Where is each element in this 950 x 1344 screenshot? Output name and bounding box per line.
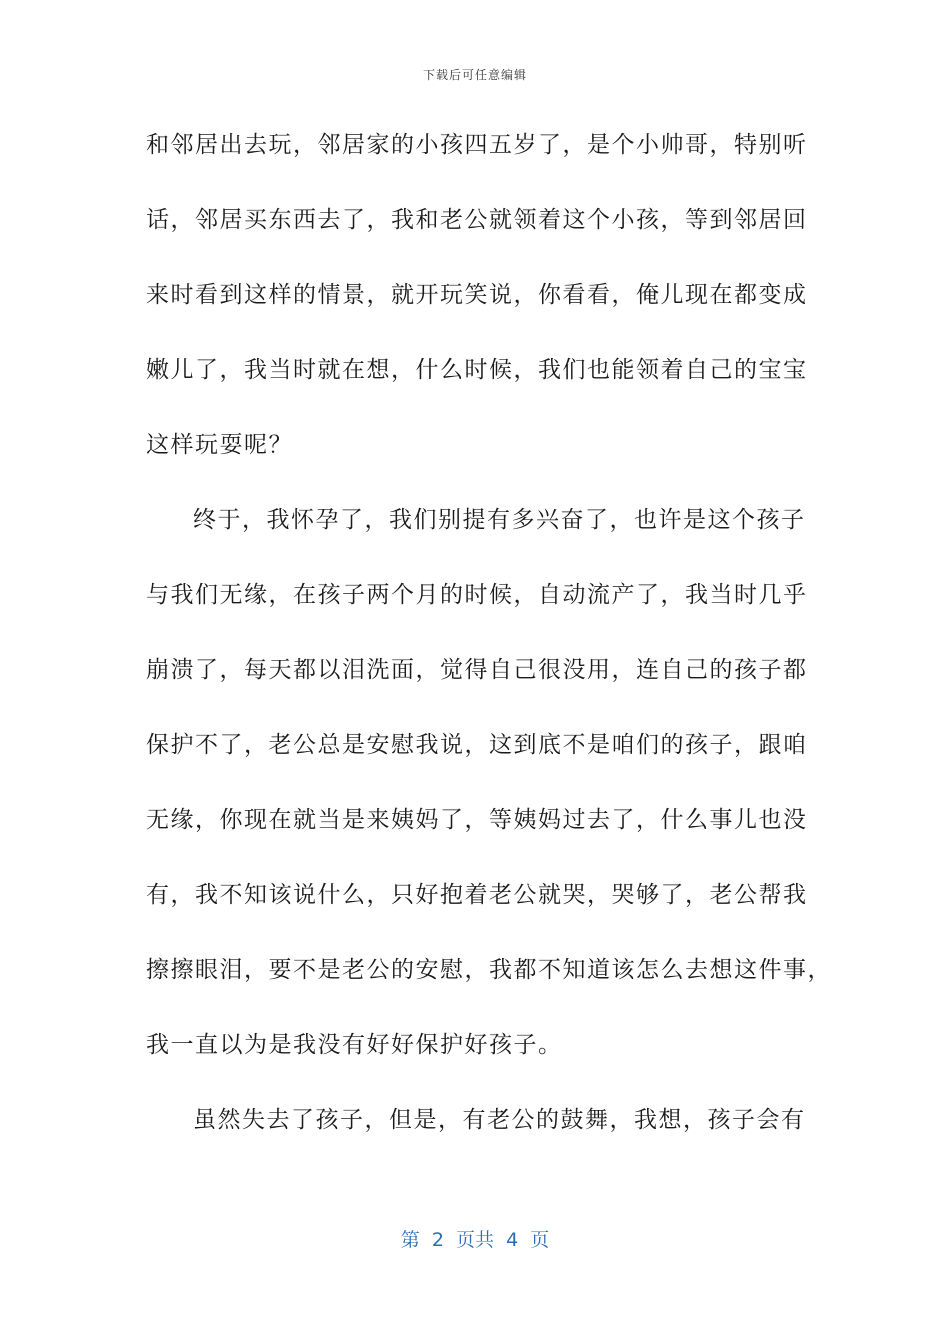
page-number-footer: 第 2 页共 4 页 [400, 1229, 550, 1251]
text-line: 嫩儿了，我当时就在想，什么时候，我们也能领着自己的宝宝 [146, 357, 808, 383]
header-note: 下载后可任意编辑 [422, 68, 527, 82]
text-line: 崩溃了，每天都以泪洗面，觉得自己很没用，连自己的孩子都 [146, 657, 808, 683]
document-body [146, 120, 832, 1170]
text-line: 无缘，你现在就当是来姨妈了，等姨妈过去了，什么事儿也没 [146, 807, 808, 833]
text-line: 保护不了，老公总是安慰我说，这到底不是咱们的孩子，跟咱 [146, 732, 808, 758]
text-line: 这样玩耍呢？ [146, 432, 293, 458]
text-line: 和邻居出去玩，邻居家的小孩四五岁了，是个小帅哥，特别听 [146, 132, 808, 158]
text-line: 来时看到这样的情景，就开玩笑说，你看看，俺儿现在都变成 [146, 282, 808, 308]
paragraph-start-line: 虽然失去了孩子，但是，有老公的鼓舞，我想，孩子会有 [193, 1107, 806, 1133]
text-line: 擦擦眼泪，要不是老公的安慰，我都不知道该怎么去想这件事， [146, 957, 832, 983]
text-line: 与我们无缘，在孩子两个月的时候，自动流产了，我当时几乎 [146, 582, 808, 608]
text-line: 我一直以为是我没有好好保护好孩子。 [146, 1032, 563, 1058]
text-line: 有，我不知该说什么，只好抱着老公就哭，哭够了，老公帮我 [146, 882, 808, 908]
paragraph-start-line: 终于，我怀孕了，我们别提有多兴奋了，也许是这个孩子 [193, 507, 806, 533]
text-line: 话，邻居买东西去了，我和老公就领着这个小孩，等到邻居回 [146, 207, 808, 233]
